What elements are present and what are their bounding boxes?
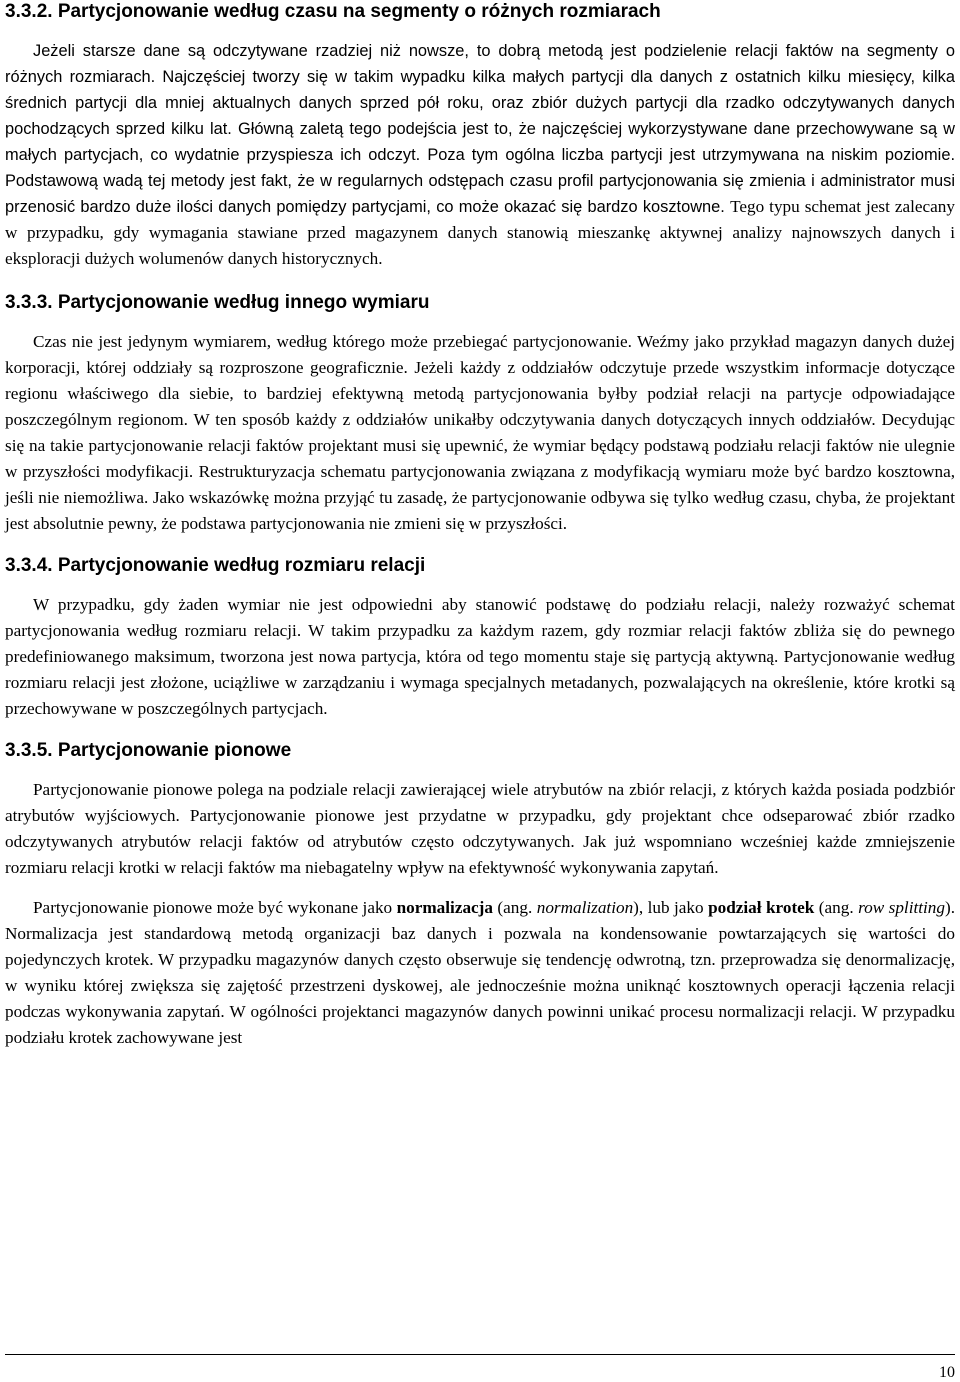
paragraph-3-3-5-b [5, 895, 955, 1051]
text-run: ). Normalizacja jest standardową metodą organizacji baz danych i pozwala na kondensowanie powtarzających się wartości do pojedynczych krotek. W przypadku magazynów danych często obserwuje się tendencję odwrotną, tzn. przeprowadza się denormalizację, w wyniku której zwiększa się zajętość przestrzeni dyskowej, ale jednocześnie można uniknąć kosztownych operacji łączenia relacji podczas wykonywania zapytań. W ogólności projektanci magazynów danych powinni unikać procesu normalizacji relacji. W przypadku podziału krotek zachowywane jest [5, 898, 956, 1047]
section-heading-3-3-3: 3.3.3. Partycjonowanie według innego wymiaru [5, 292, 430, 313]
text-run-serif: Tego typu schemat jest zalecany w przypadku, gdy wymagania stawiane przed magazynem danych stanowią mieszankę aktywnej analizy najnowszych danych i eksploracji dużych wolumenów danych historycznych. [5, 197, 955, 268]
term-podzial-krotek: podział krotek [708, 898, 815, 917]
term-normalization: normalization [536, 898, 634, 917]
text-run: (ang. [814, 898, 859, 917]
text-run: (ang. [493, 898, 537, 917]
document-page [5, 0, 955, 1051]
text-run: Partycjonowanie pionowe może być wykonane jako [33, 898, 397, 917]
section-heading-3-3-4: 3.3.4. Partycjonowanie według rozmiaru relacji [5, 555, 426, 576]
paragraph-3-3-3: Czas nie jest jedynym wymiarem, według którego może przebiegać partycjonowanie. Weźmy jako przykład magazyn danych dużej korporacji, której oddziały są rozproszone geograficznie. Jeżeli każdy z oddziałów odczytuje przede wszystkim informacje dotyczące regionu właściwego dla siebie, to bardziej efektywną metodą partycjonowania byłby podział relacji na partycje odpowiadające poszczególnym regionom. W ten sposób każdy z oddziałów unikałby odczytywania danych dotyczących innych oddziałów. Decydując się na takie partycjonowanie relacji faktów projektant musi się upewnić, że wymiar będący podstawą podziału relacji faktów nie ulegnie w przyszłości modyfikacji. Restrukturyzacja schematu partycjonowania związana z modyfikacją wymiaru może być bardzo kosztowna, jeśli nie niemożliwa. Jako wskazówkę można przyjąć tu zasadę, że partycjonowanie odbywa się tylko według czasu, chyba, że projektant jest absolutnie pewny, że podstawa partycjonowania nie zmieni się w przyszłości. [5, 332, 955, 533]
paragraph-3-3-4: W przypadku, gdy żaden wymiar nie jest odpowiedni aby stanowić podstawę do podziału relacji, należy rozważyć schemat partycjonowania według rozmiaru relacji. W takim przypadku za każdym razem, gdy rozmiar relacji faktów zbliża się do pewnego predefiniowanego maksimum, tworzona jest nowa partycja, która od tego momentu staje się partycją aktywną. Partycjonowanie według rozmiaru relacji jest złożone, uciążliwe w zarządzaniu i wymaga specjalnych metadanych, pozwalających na określenie, które krotki są przechowywane w poszczególnych partycjach. [5, 595, 955, 718]
paragraph-3-3-5-a: Partycjonowanie pionowe polega na podziale relacji zawierającej wiele atrybutów na zbiór relacji, z których każda posiada podzbiór atrybutów wyjściowych. Partycjonowanie pionowe jest przydatne w przypadku, gdy projektant chce odseparować zbiór rzadko odczytywanych atrybutów relacji faktów od atrybutów często odczytywanych. Jak już wspomniano wcześniej każde zmniejszenie rozmiaru relacji krotki w relacji faktów ma niebagatelny wpływ na efektywność wykonywania zapytań. [5, 780, 955, 877]
text-run-sans: Najczęściej tworzy się w takim wypadku kilka małych partycji dla danych z ostatnich kilku miesięcy, kilka średnich partycji dla mniej aktualnych danych sprzed pół roku, oraz zbiór dużych partycji dla rzadko odczytywanych danych pochodzących sprzed kilku lat. Główną zaletą tego podejścia jest to, że najczęściej wykorzystywane dane przechowywane są w małych partycjach, co wydatnie przyspiesza ich odczyt. Poza tym ogólna liczba partycji jest utrzymywana na niskim poziomie. Podstawową wadą tej metody jest fakt, że w regularnych odstępach czasu profil partycjonowania się zmienia i administrator musi przenosić bardzo duże ilości danych pomiędzy partycjami, co może okazać się bardzo kosztowne. [5, 68, 955, 216]
footer-divider [5, 1354, 955, 1355]
text-run: ), lub jako [633, 898, 709, 917]
term-normalizacja: normalizacja [396, 898, 493, 917]
paragraph-3-3-2 [5, 38, 955, 272]
text-run-serif: Jeżeli starsze dane są odczytywane rzadziej niż nowsze, to dobrą metodą jest podzielenie relacji faktów na segmenty o różnych rozmiarach. [5, 42, 955, 86]
page-number: 10 [939, 1364, 955, 1381]
section-heading-3-3-5: 3.3.5. Partycjonowanie pionowe [5, 740, 292, 761]
section-heading-3-3-2: 3.3.2. Partycjonowanie według czasu na segmenty o różnych rozmiarach [5, 1, 661, 22]
term-row-splitting: row splitting [858, 898, 945, 917]
